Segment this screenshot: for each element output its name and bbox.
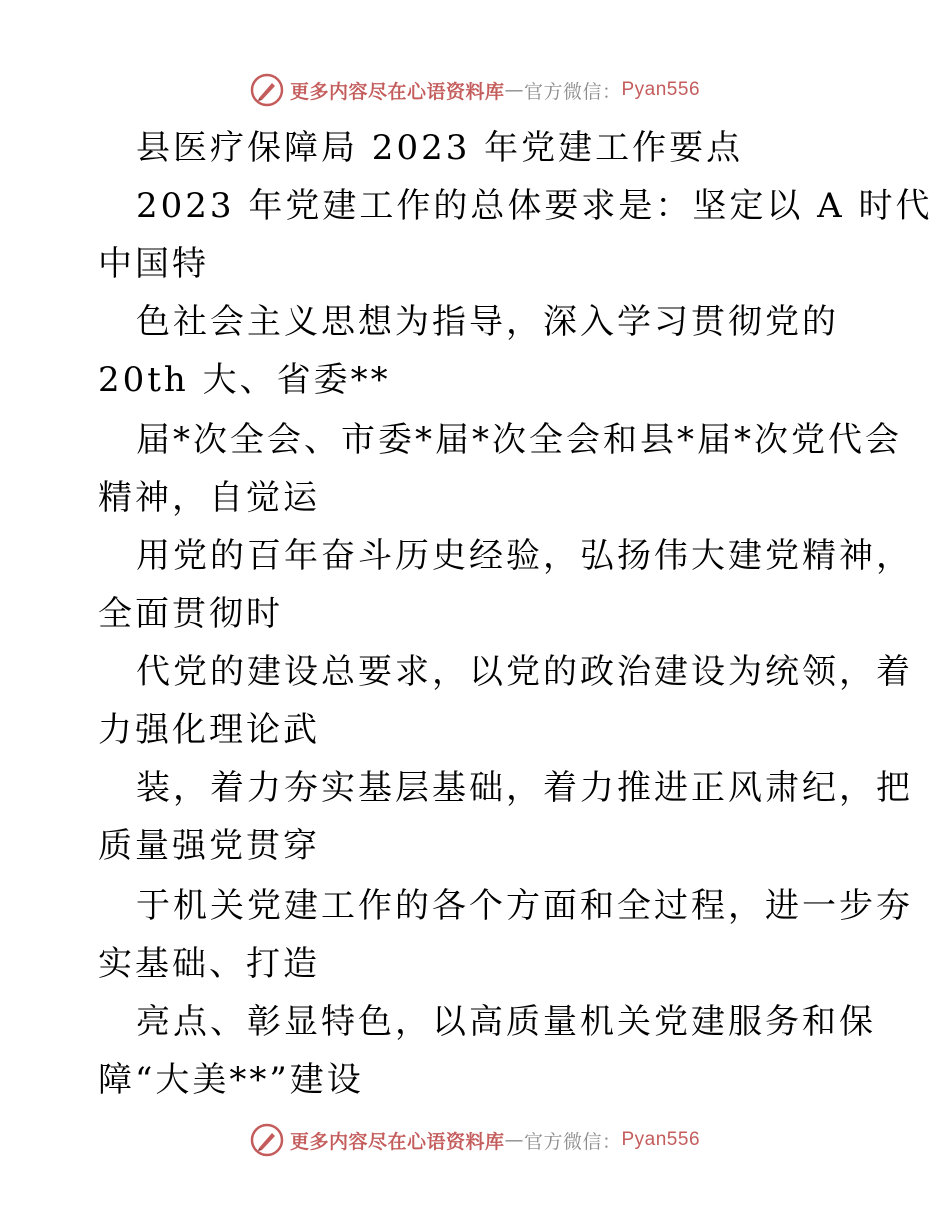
paragraph-line: 中国特 (98, 244, 209, 284)
paragraph-line: 代党的建设总要求，以党的政治建设为统领，着 (136, 652, 913, 692)
watermark-dash: — (504, 1129, 524, 1151)
watermark-header (0, 70, 950, 110)
watermark-id: Pyan556 (621, 79, 701, 100)
paragraph-line: 20th 大、省委** (98, 360, 391, 400)
paragraph-line: 届*次全会、市委*届*次全会和县*届*次党代会 (136, 420, 902, 460)
paragraph-line: 质量强党贯穿 (98, 826, 320, 866)
paragraph-line: 力强化理论武 (98, 710, 320, 750)
watermark-dash: — (504, 79, 524, 101)
paragraph-line: 色社会主义思想为指导，深入学习贯彻党的 (136, 302, 839, 342)
paragraph-line: 装，着力夯实基层基础，着力推进正风肃纪，把 (136, 768, 913, 808)
watermark-main-text: 更多内容尽在心语资料库 (289, 1130, 505, 1153)
paragraph-line: 实基础、打造 (98, 944, 320, 984)
paragraph-line: 用党的百年奋斗历史经验，弘扬伟大建党精神， (136, 536, 913, 576)
paragraph-line: 于机关党建工作的各个方面和全过程，进一步夯 (136, 886, 913, 926)
watermark-sub-text: 官方微信： (523, 80, 622, 103)
pen-logo-icon (250, 73, 284, 107)
pen-logo-icon (250, 1123, 284, 1157)
paragraph-line: 2023 年党建工作的总体要求是：坚定以 A 时代 (136, 186, 933, 226)
watermark-sub-text: 官方微信： (523, 1130, 622, 1153)
paragraph-line: 障“大美**”建设 (98, 1060, 364, 1100)
watermark-id: Pyan556 (621, 1129, 701, 1150)
watermark-footer (0, 1120, 950, 1160)
document-title: 县医疗保障局 2023 年党建工作要点 (136, 128, 744, 168)
watermark-main-text: 更多内容尽在心语资料库 (289, 80, 505, 103)
paragraph-line: 全面贯彻时 (98, 594, 283, 634)
paragraph-line: 亮点、彰显特色，以高质量机关党建服务和保 (136, 1002, 876, 1042)
paragraph-line: 精神，自觉运 (98, 478, 320, 518)
